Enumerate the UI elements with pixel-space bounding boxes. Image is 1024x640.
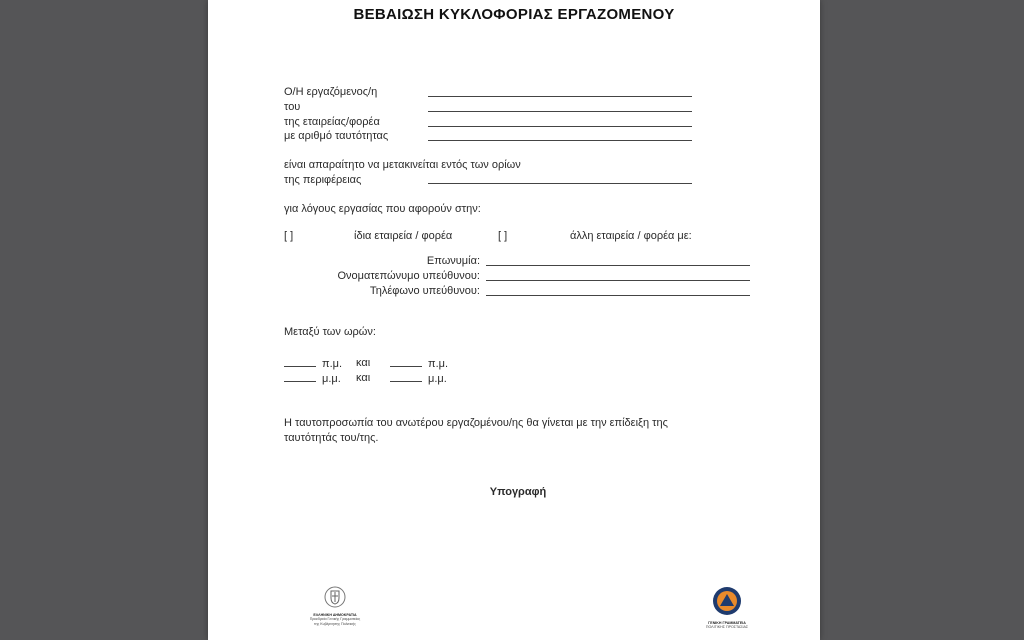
and-label-am: και xyxy=(356,357,371,369)
hour-to-blank[interactable] xyxy=(390,357,422,367)
coat-of-arms-icon xyxy=(324,586,346,608)
necessity-text: είναι απαραίτητο να μετακινείται εντός των ορίων xyxy=(284,159,521,171)
document-page xyxy=(208,0,820,640)
company-line[interactable] xyxy=(428,126,692,127)
of-line[interactable] xyxy=(428,111,692,112)
signature-label: Υπογραφή xyxy=(489,486,547,498)
id-number-line[interactable] xyxy=(428,140,692,141)
company-label: της εταιρείας/φορέα xyxy=(284,116,380,128)
option-same-company-label: ίδια εταιρεία / φορέα xyxy=(354,230,453,242)
hour-from-blank-pm[interactable] xyxy=(284,372,316,382)
other-person-label: Ονοματεπώνυμο υπεύθυνου: xyxy=(337,270,480,282)
hours-label: Μεταξύ των ωρών: xyxy=(284,326,376,338)
region-line[interactable] xyxy=(428,183,692,184)
footer-right-line1: ΓΕΝΙΚΗ ΓΡΑΜΜΑΤΕΙΑ xyxy=(708,621,746,625)
other-person-line[interactable] xyxy=(486,280,750,281)
footer-left-line2: Προεδρεία Γενικής Γραμματείας xyxy=(309,617,361,622)
am-label-to: π.μ. xyxy=(428,358,449,370)
employee-line[interactable] xyxy=(428,96,692,97)
am-label: π.μ. xyxy=(322,358,343,370)
pm-label-to: μ.μ. xyxy=(428,373,447,385)
footer-right-line2: ΠΟΛΙΤΙΚΗΣ ΠΡΟΣΤΑΣΙΑΣ xyxy=(705,625,749,630)
other-phone-label: Τηλέφωνο υπεύθυνου: xyxy=(369,285,480,297)
hours-row-am-to xyxy=(390,357,448,370)
document-title: ΒΕΒΑΙΩΣΗ ΚΥΚΛΟΦΟΡΙΑΣ ΕΡΓΑΖΟΜΕΝΟΥ xyxy=(353,6,675,23)
checkbox-same-company[interactable]: [ ] xyxy=(284,230,294,242)
hour-to-blank-pm[interactable] xyxy=(390,372,422,382)
pm-label: μ.μ. xyxy=(322,373,341,385)
region-label: της περιφέρειας xyxy=(284,174,362,186)
identity-text-line1: Η ταυτοπροσωπία του ανωτέρου εργαζομένου/ης θα γίνεται με την επίδειξη της xyxy=(284,417,668,429)
other-name-line[interactable] xyxy=(486,265,750,266)
hours-row-pm xyxy=(284,372,341,385)
hellenic-republic-logo xyxy=(280,586,390,626)
civil-protection-logo xyxy=(702,586,752,630)
footer-left-line3: της Κυβέρνησης Πολιτικής xyxy=(314,621,356,626)
footer-left-line1: ΕΛΛΗΝΙΚΗ ΔΗΜΟΚΡΑΤΙΑ xyxy=(313,613,357,617)
and-label-pm: και xyxy=(356,372,371,384)
employee-label: Ο/Η εργαζόμενος/η xyxy=(284,86,378,98)
other-phone-line[interactable] xyxy=(486,295,750,296)
checkbox-other-company[interactable]: [ ] xyxy=(498,230,508,242)
option-other-company-label: άλλη εταιρεία / φορέα με: xyxy=(570,230,692,242)
of-label: του xyxy=(284,101,301,113)
hours-row-pm-to xyxy=(390,372,447,385)
hour-from-blank[interactable] xyxy=(284,357,316,367)
other-name-label: Επωνυμία: xyxy=(426,255,480,267)
id-number-label: με αριθμό ταυτότητας xyxy=(284,130,389,142)
civil-protection-icon xyxy=(712,586,742,616)
hours-row-am xyxy=(284,357,342,370)
reasons-text: για λόγους εργασίας που αφορούν στην: xyxy=(284,203,481,215)
identity-text-line2: ταυτότητάς του/της. xyxy=(284,432,379,444)
